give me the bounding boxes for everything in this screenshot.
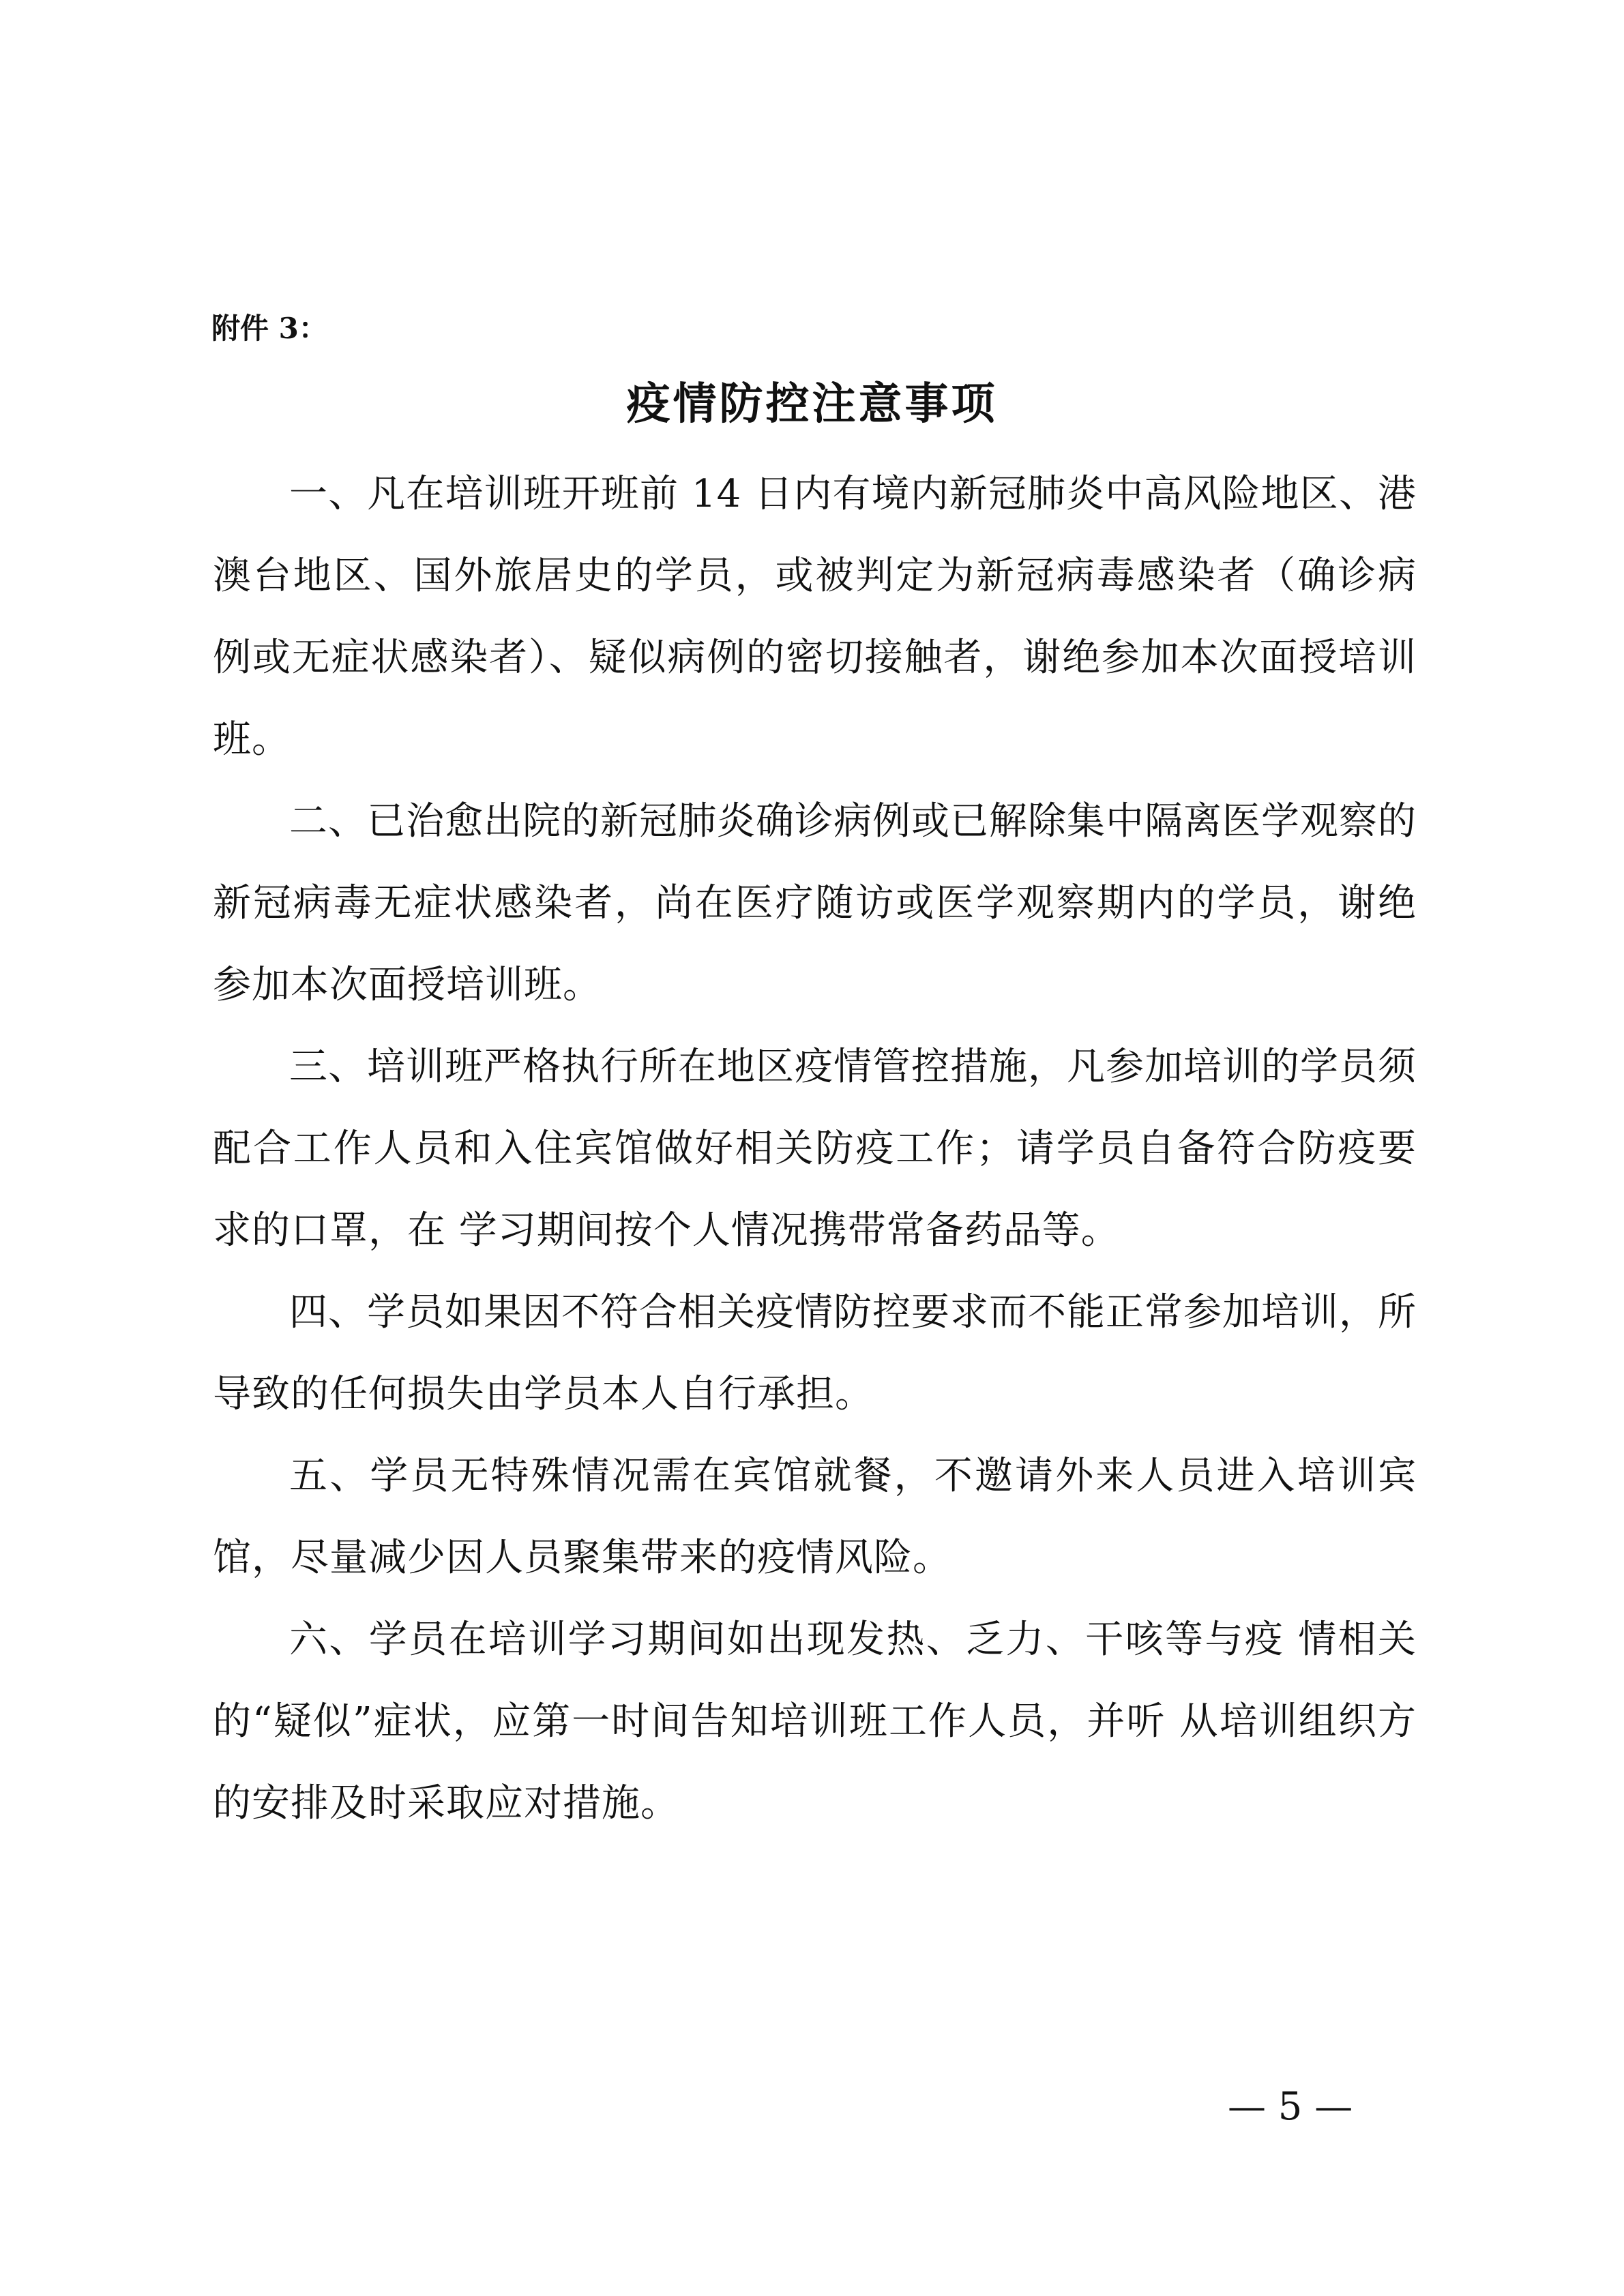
paragraph-5: 五、学员无特殊情况需在宾馆就餐，不邀请外来人员进入培训宾馆，尽量减少因人员聚集带来的疫情风险。 xyxy=(213,1454,1417,1580)
paragraph-4: 四、学员如果因不符合相关疫情防控要求而不能正常参加培训，所导致的任何损失由学员本人自行承担。 xyxy=(213,1290,1417,1416)
paragraph-3: 三、培训班严格执行所在地区疫情管控措施，凡参加培训的学员须配合工作人员和入住宾馆做好相关防疫工作；请学员自备符合防疫要求的口罩，在 学习期间按个人情况携带常备药品等。 xyxy=(213,1045,1417,1253)
attachment-label: 附件 3： xyxy=(211,312,327,345)
paragraph-2: 二、已治愈出院的新冠肺炎确诊病例或已解除集中隔离医学观察的新冠病毒无症状感染者，尚在医疗随访或医学观察期内的学员，谢绝参加本次面授培训班。 xyxy=(213,799,1417,1007)
paragraph-1: 一、凡在培训班开班前 14 日内有境内新冠肺炎中高风险地区、港澳台地区、国外旅居史的学员，或被判定为新冠病毒感染者（确诊病例或无症状感染者）、疑似病例的密切接触者，谢绝参加本次面授培训班。 xyxy=(213,472,1417,762)
document-body xyxy=(213,453,1417,1845)
document-title: 疫情防控注意事项 xyxy=(626,378,998,430)
page-number: — 5 — xyxy=(1228,2085,1353,2129)
paragraph-6: 六、学员在培训学习期间如出现发热、乏力、干咳等与疫 情相关的“疑似”症状，应第一时间告知培训班工作人员，并听 从培训组织方的安排及时采取应对措施。 xyxy=(213,1617,1417,1825)
